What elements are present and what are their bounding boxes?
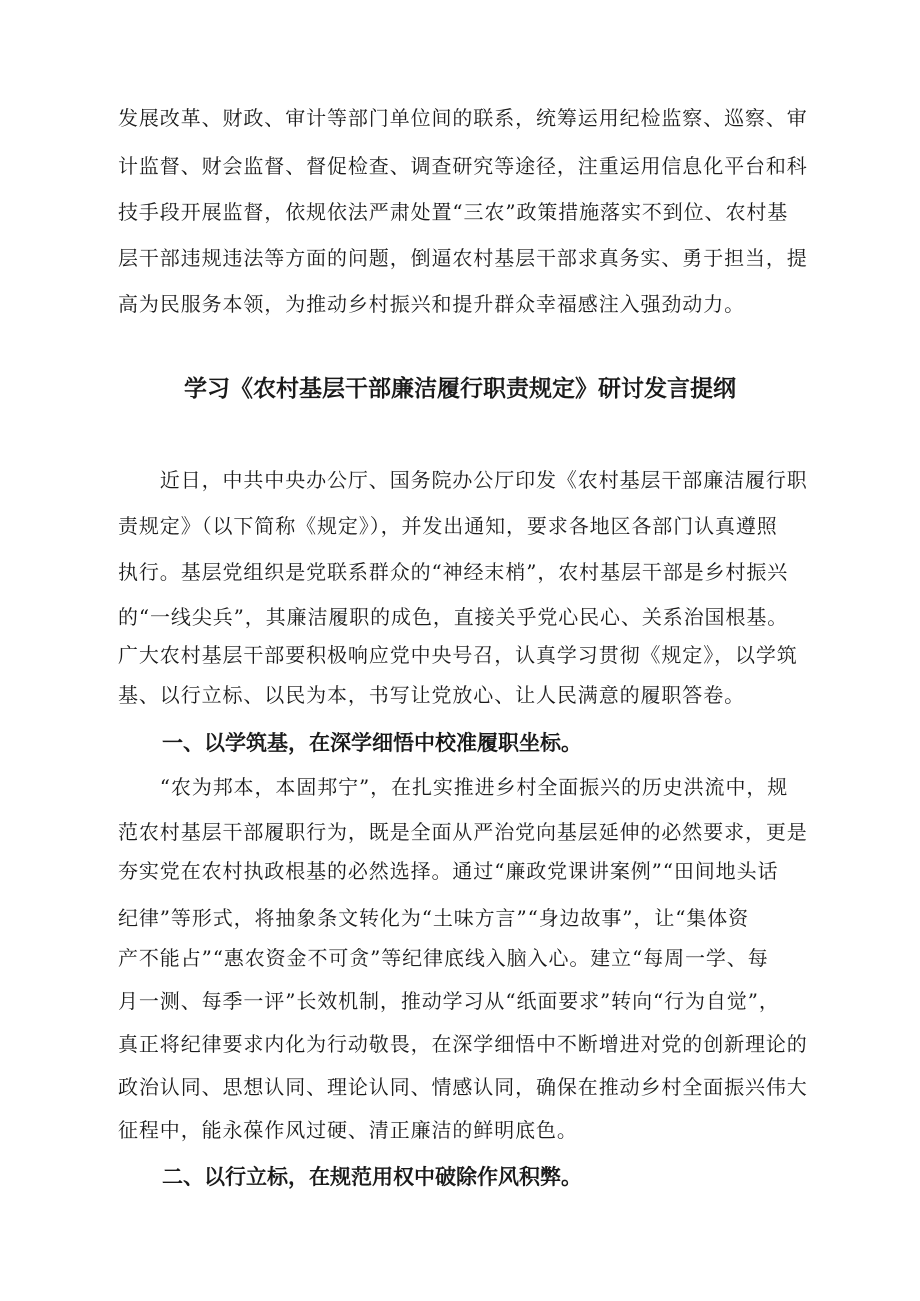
- intro-line: 广大农村基层干部要积极响应党中央号召，认真学习贯彻《规定》，以学筑: [118, 643, 798, 667]
- body-line: 发展改革、财政、审计等部门单位间的联系，统筹运用纪检监察、巡察、审: [118, 106, 808, 130]
- body-line: 层干部违规违法等方面的问题，倒逼农村基层干部求真务实、勇于担当，提: [118, 246, 808, 270]
- intro-line: 基、以行立标、以民为本，书写让党放心、让人民满意的履职答卷。: [118, 683, 745, 707]
- section-heading-2: 二、以行立标，在规范用权中破除作风积弊。: [162, 1165, 582, 1189]
- section1-line: 夯实党在农村执政根基的必然选择。通过“廉政党课讲案例”“田间地头话: [118, 859, 779, 883]
- section1-line: 范农村基层干部履职行为，既是全面从严治党向基层延伸的必然要求，更是: [118, 820, 808, 844]
- body-line: 技手段开展监督，依规依法严肃处置“三农”政策措施落实不到位、农村基: [118, 200, 789, 224]
- section1-line: 征程中，能永葆作风过硬、清正廉洁的鲜明底色。: [118, 1118, 578, 1142]
- intro-line: 的“一线尖兵”，其廉洁履职的成色，直接关乎党心民心、关系治国根基。: [118, 605, 789, 629]
- section1-line: 月一测、每季一评”长效机制，推动学习从“纸面要求”转向“行为自觉”，: [118, 989, 780, 1013]
- section1-line: 产不能占”“惠农资金不可贪”等纪律底线入脑入心。建立“每周一学、每: [118, 946, 769, 970]
- section1-line: “农为邦本，本固邦宁”，在扎实推进乡村全面振兴的历史洪流中，规: [118, 775, 789, 799]
- section1-line: 政治认同、思想认同、理论认同、情感认同，确保在推动乡村全面振兴伟大: [118, 1075, 808, 1099]
- intro-line: 近日，中共中央办公厅、国务院办公厅印发《农村基层干部廉洁履行职: [118, 468, 808, 492]
- body-line: 高为民服务本领，为推动乡村振兴和提升群众幸福感注入强劲动力。: [118, 292, 745, 316]
- section1-line: 真正将纪律要求内化为行动敬畏，在深学细悟中不断增进对党的创新理论的: [118, 1032, 808, 1056]
- section-heading-1: 一、以学筑基，在深学细悟中校准履职坐标。: [162, 731, 582, 755]
- document-title: 学习《农村基层干部廉洁履行职责规定》研讨发言提纲: [184, 376, 736, 402]
- intro-line: 执行。基层党组织是党联系群众的“神经末梢”，农村基层干部是乡村振兴: [118, 560, 789, 584]
- section1-line: 纪律”等形式，将抽象条文转化为“土味方言”“身边故事”，让“集体资: [118, 906, 750, 930]
- body-line: 计监督、财会监督、督促检查、调查研究等途径，注重运用信息化平台和科: [118, 154, 808, 178]
- intro-line: 责规定》（以下简称《规定》），并发出通知，要求各地区各部门认真遵照: [118, 514, 778, 538]
